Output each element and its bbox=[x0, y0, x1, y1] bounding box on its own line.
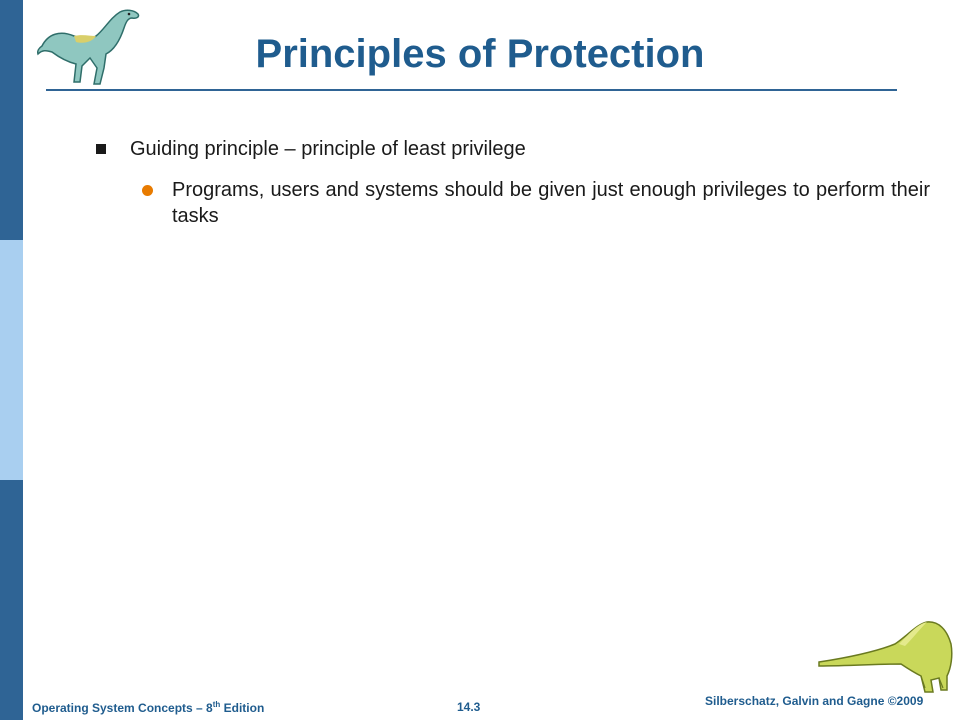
dinosaur-corner-icon bbox=[815, 618, 955, 693]
sub-bullet-text: Programs, users and systems should be given just enough privileges to perform their tasks bbox=[172, 179, 930, 227]
footer-book-title-suffix: Edition bbox=[220, 701, 265, 715]
footer-page-number: 14.3 bbox=[457, 700, 481, 714]
title-underline bbox=[46, 89, 897, 91]
footer-book-title bbox=[32, 700, 264, 715]
sidebar-bottom-segment bbox=[0, 480, 23, 720]
footer-edition-superscript: th bbox=[212, 700, 221, 709]
orange-dot-bullet-icon bbox=[142, 185, 153, 196]
bullet-item bbox=[96, 136, 936, 162]
left-sidebar-band bbox=[0, 0, 23, 720]
bullet-text: Guiding principle – principle of least privilege bbox=[130, 138, 526, 160]
footer-book-title-prefix: Operating System Concepts – 8 bbox=[32, 701, 213, 715]
sub-bullet-item bbox=[142, 177, 930, 229]
slide-title: Principles of Protection bbox=[255, 32, 705, 76]
square-bullet-icon bbox=[96, 144, 106, 154]
footer-copyright: Silberschatz, Galvin and Gagne ©2009 bbox=[705, 694, 924, 708]
sidebar-middle-segment bbox=[0, 240, 23, 480]
